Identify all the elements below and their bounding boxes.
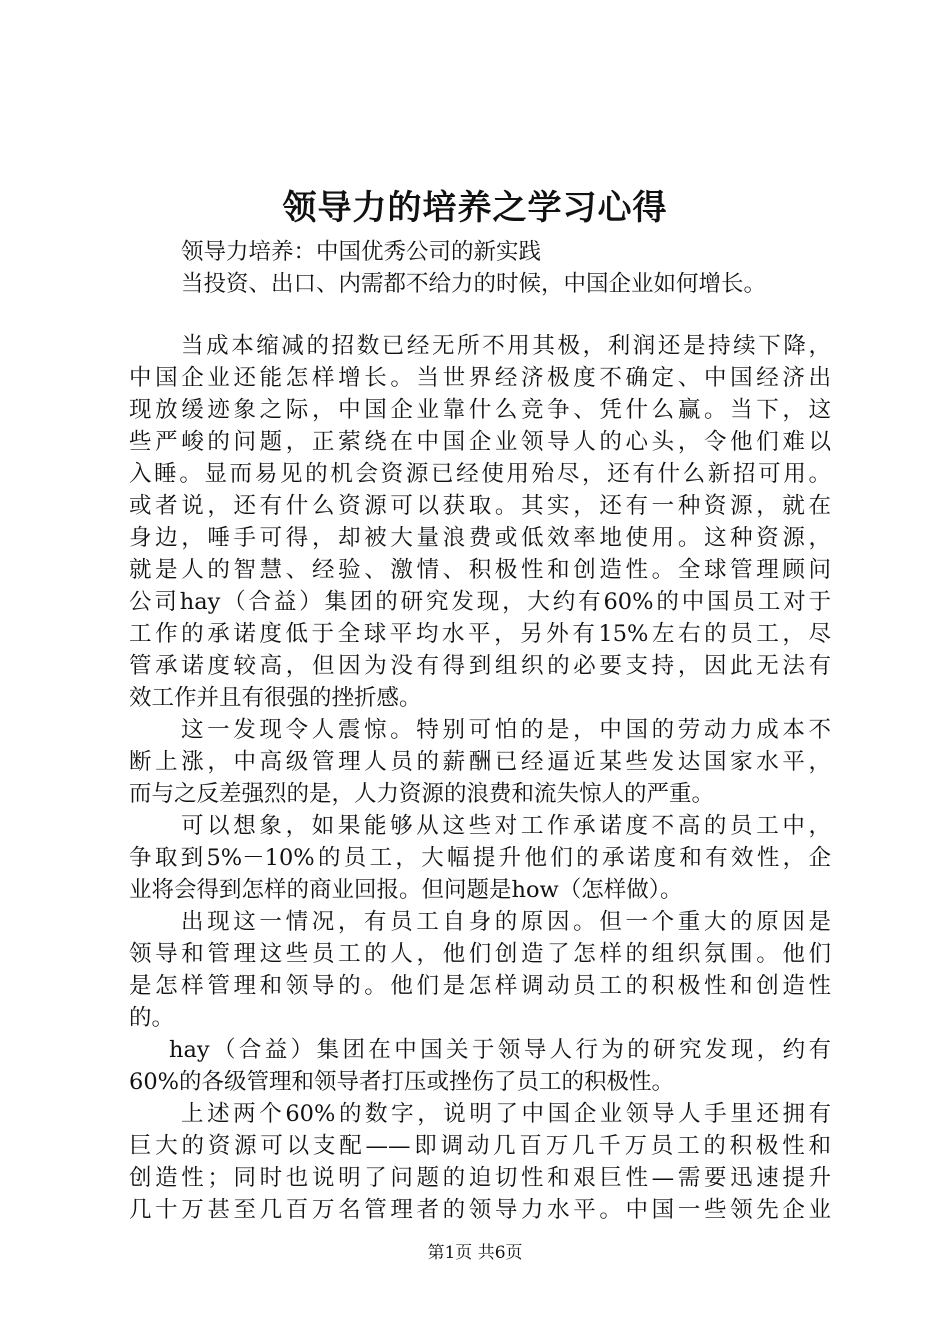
paragraph: [129, 714, 831, 810]
text-line: 上述两个60%的数字，说明了中国企业领导人手里还拥有: [181, 1101, 831, 1127]
text-line: 业将会得到怎样的商业回报。但问题是how（怎样做）。: [129, 877, 683, 903]
text-line: 当成本缩减的招数已经无所不用其极，利润还是持续下降，: [181, 333, 831, 359]
paragraph: [129, 330, 831, 714]
text-line: 60%的各级管理和领导者打压或挫伤了员工的积极性。: [129, 1069, 675, 1095]
text-line: 公司hay（合益）集团的研究发现，大约有60%的中国员工对于: [129, 589, 831, 615]
text-line: 管承诺度较高，但因为没有得到组织的必要支持，因此无法有: [129, 653, 831, 679]
text-line: 工作的承诺度低于全球平均水平，另外有15%左右的员工，尽: [129, 621, 831, 647]
text-line: 争取到5%－10%的员工，大幅提升他们的承诺度和有效性，企: [129, 845, 831, 871]
text-line: 或者说，还有什么资源可以获取。其实，还有一种资源，就在: [129, 493, 831, 519]
text-line: 这一发现令人震惊。特别可怕的是，中国的劳动力成本不: [181, 717, 831, 743]
subtitle-line: 当投资、出口、内需都不给力的时候，中国企业如何增长。: [181, 271, 767, 297]
paragraph: [129, 906, 831, 1034]
text-line: 入睡。显而易见的机会资源已经使用殆尽，还有什么新招可用。: [129, 461, 831, 487]
subtitle-line: 领导力培养：中国优秀公司的新实践: [181, 239, 542, 265]
paragraph: [129, 810, 831, 906]
text-line: 现放缓迹象之际，中国企业靠什么竞争、凭什么赢。当下，这: [129, 397, 831, 423]
text-line: 就是人的智慧、经验、激情、积极性和创造性。全球管理顾问: [129, 557, 831, 583]
page-footer: [0, 1241, 950, 1265]
text-line: 效工作并且有很强的挫折感。: [129, 685, 422, 711]
text-line: hay（合益）集团在中国关于领导人行为的研究发现，约有: [169, 1037, 831, 1063]
text-line: 几十万甚至几百万名管理者的领导力水平。中国一些领先企业: [129, 1197, 831, 1223]
text-line: 出现这一情况，有员工自身的原因。但一个重大的原因是: [181, 909, 831, 935]
text-line: 中国企业还能怎样增长。当世界经济极度不确定、中国经济出: [129, 365, 831, 391]
spacer: [129, 300, 831, 330]
text-line: 是怎样管理和领导的。他们是怎样调动员工的积极性和创造性: [129, 973, 831, 999]
text-line: 巨大的资源可以支配——即调动几百万几千万员工的积极性和: [129, 1133, 831, 1159]
text-line: 些严峻的问题，正萦绕在中国企业领导人的心头，令他们难以: [129, 429, 831, 455]
paragraph: [129, 1034, 831, 1098]
text-line: 可以想象，如果能够从这些对工作承诺度不高的员工中，: [181, 813, 831, 839]
text-line: 领导和管理这些员工的人，他们创造了怎样的组织氛围。他们: [129, 941, 831, 967]
document-body: [129, 236, 831, 1226]
page-indicator: 第1页 共6页: [427, 1243, 523, 1263]
text-line: 身边，唾手可得，却被大量浪费或低效率地使用。这种资源，: [129, 525, 831, 551]
text-line: 的。: [129, 1005, 175, 1031]
text-line: 而与之反差强烈的是，人力资源的浪费和流失惊人的严重。: [129, 781, 715, 807]
document-title: 领导力的培养之学习心得: [282, 188, 668, 228]
paragraph: [129, 1098, 831, 1226]
text-line: 断上涨，中高级管理人员的薪酬已经逼近某些发达国家水平，: [129, 749, 831, 775]
text-line: 创造性；同时也说明了问题的迫切性和艰巨性—需要迅速提升: [129, 1165, 831, 1191]
